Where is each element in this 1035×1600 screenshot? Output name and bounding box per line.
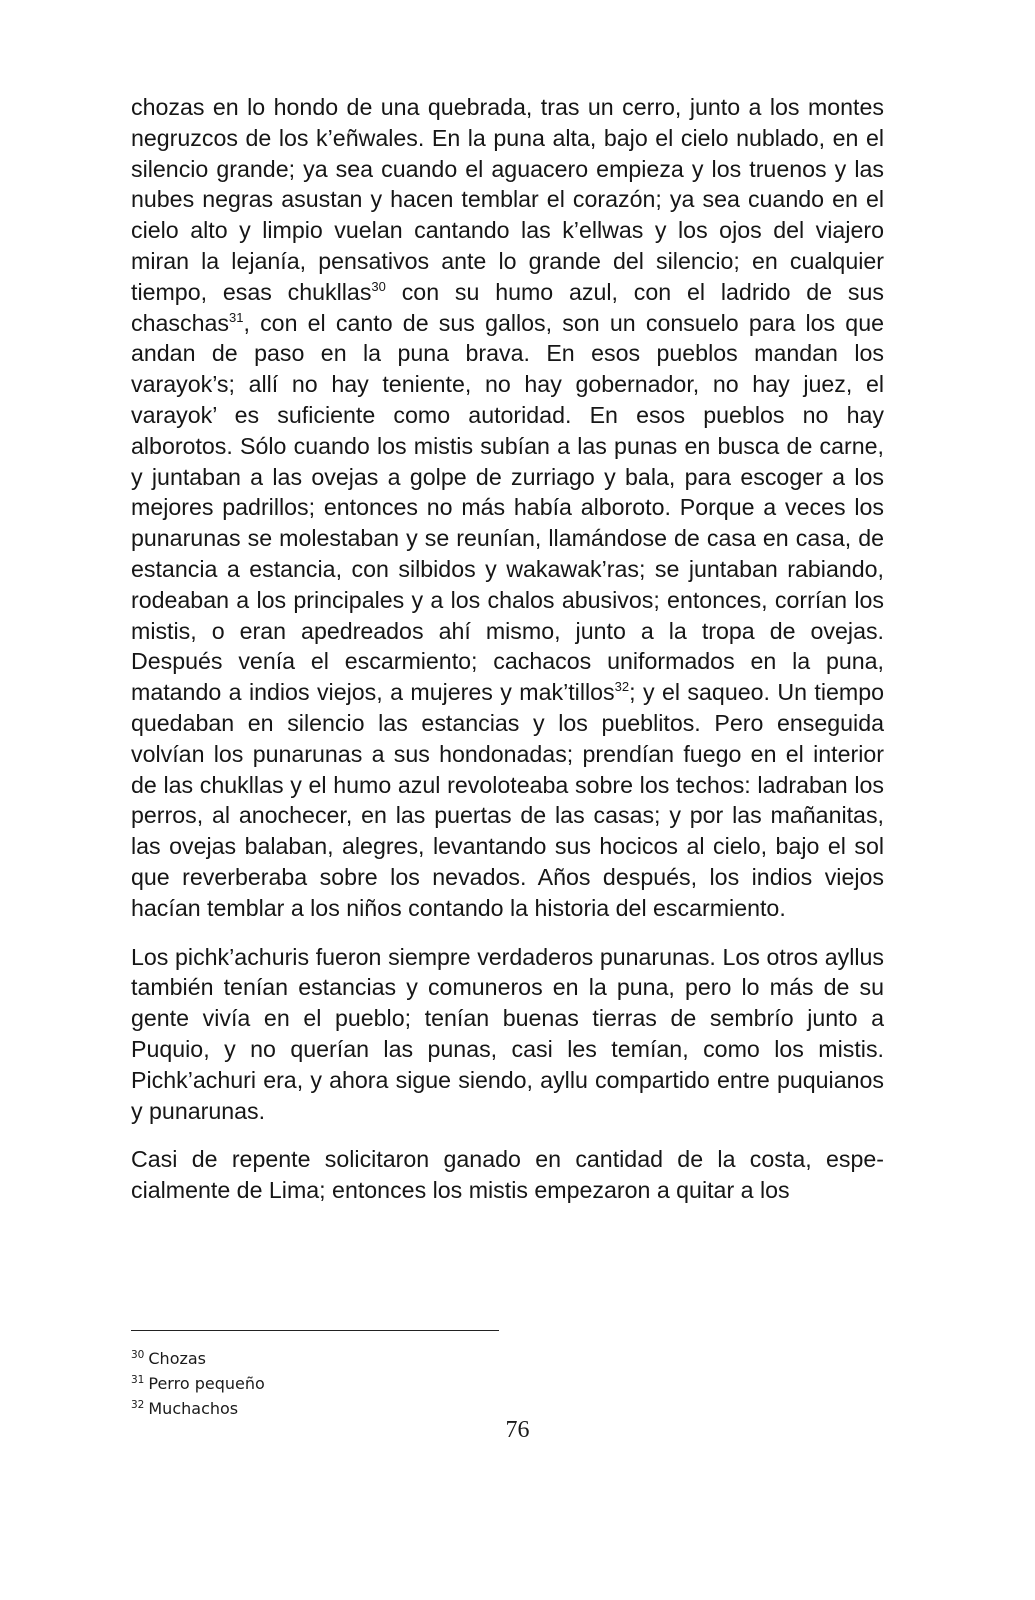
footnote-30 bbox=[131, 1346, 265, 1371]
footnote-text: Perro pequeño bbox=[148, 1374, 265, 1393]
footnote-number: 30 bbox=[131, 1349, 145, 1361]
page-number: 76 bbox=[505, 1417, 530, 1443]
paragraph-1 bbox=[131, 92, 884, 924]
paragraph-1-part-2: con su humo azul, con el ladrido de sus chaschas bbox=[131, 278, 884, 336]
footnote-text: Muchachos bbox=[148, 1399, 239, 1418]
paragraph-2: Los pichk’achuris fueron siempre verdaderos punarunas. Los otros ayllus también tenían estancias y comuneros en la puna, pero lo más de su gente vivía en el pueblo; tenían buenas tierras de sembrío junto a Puquio, y no querían las punas, casi les temían, como los mistis. Pichk’achuri era, y ahora sigue siendo, ayllu compartido entre puquianos y punarunas. bbox=[131, 943, 884, 1124]
footnote-text: Chozas bbox=[148, 1349, 207, 1368]
paragraph-1-part-3: , con el canto de sus gallos, son un consuelo para los que andan de paso en la puna brava. En esos pueblos mandan los varayok’s; allí no hay teniente, no hay gobernador, no hay juez, el varayok’ es suficiente como autoridad. En esos pueblos no hay alborotos. Sólo cuando los mistis subían a las punas en busca de carne, y juntaban a las ovejas a golpe de zurriago y bala, para escoger a los mejores padrillos; entonces no más había alboroto. Porque a veces los punarunas se molestaban y se reunían, llamándose de casa en casa, de estancia a estancia, con silbidos y wakawak’ras; se juntaban rabiando, rodeaban a los principales y a los chalos abusivos; entonces, corrían los mistis, o eran apedreados ahí mismo, junto a la tropa de ovejas. Después venía el escarmiento; cachacos uniformados en la puna, matando a indios viejos, a mujeres y mak’tillos bbox=[131, 309, 884, 706]
paragraph-3: Casi de repente solicitaron ganado en cantidad de la costa, especialmente de Lima; entonces los mistis empezaron a quitar a los bbox=[131, 1146, 884, 1204]
footnote-number: 31 bbox=[131, 1374, 145, 1386]
footnote-ref-31: 31 bbox=[228, 309, 244, 325]
page-body bbox=[131, 92, 884, 1224]
footnote-31 bbox=[131, 1371, 265, 1396]
footnote-ref-30: 30 bbox=[371, 278, 386, 294]
paragraph-1-part-1: chozas en lo hondo de una quebrada, tras un cerro, junto a los montes negruzcos de los k’eñwales. En la puna alta, bajo el cielo nublado, en el silencio grande; ya sea cuando el aguacero empieza y los truenos y las nubes negras asustan y hacen temblar el corazón; ya sea cuando en el cielo alto y limpio vuelan cantando las k’ellwas y los ojos del viajero miran la lejanía, pensativos ante lo grande del silencio; en cualquier tiempo, esas chukllas bbox=[131, 94, 884, 305]
footnote-ref-32: 32 bbox=[614, 679, 630, 695]
footnote-number: 32 bbox=[131, 1399, 145, 1411]
footnotes bbox=[131, 1346, 265, 1421]
footnote-separator bbox=[131, 1330, 499, 1331]
paragraph-1-part-4: ; y el saqueo. Un tiempo quedaban en silencio las estancias y los pueblitos. Pero enseguida volvían los punarunas a sus hondonadas; prendían fuego en el interior de las chukllas y el humo azul revoloteaba sobre los techos: ladraban los perros, al anochecer, en las puertas de las casas; y por las mañanitas, las ovejas balaban, alegres, levantando sus hocicos al cielo, bajo el sol que reverberaba sobre los nevados. Años después, los indios viejos hacían temblar a los niños contando la historia del escarmiento. bbox=[131, 679, 885, 921]
